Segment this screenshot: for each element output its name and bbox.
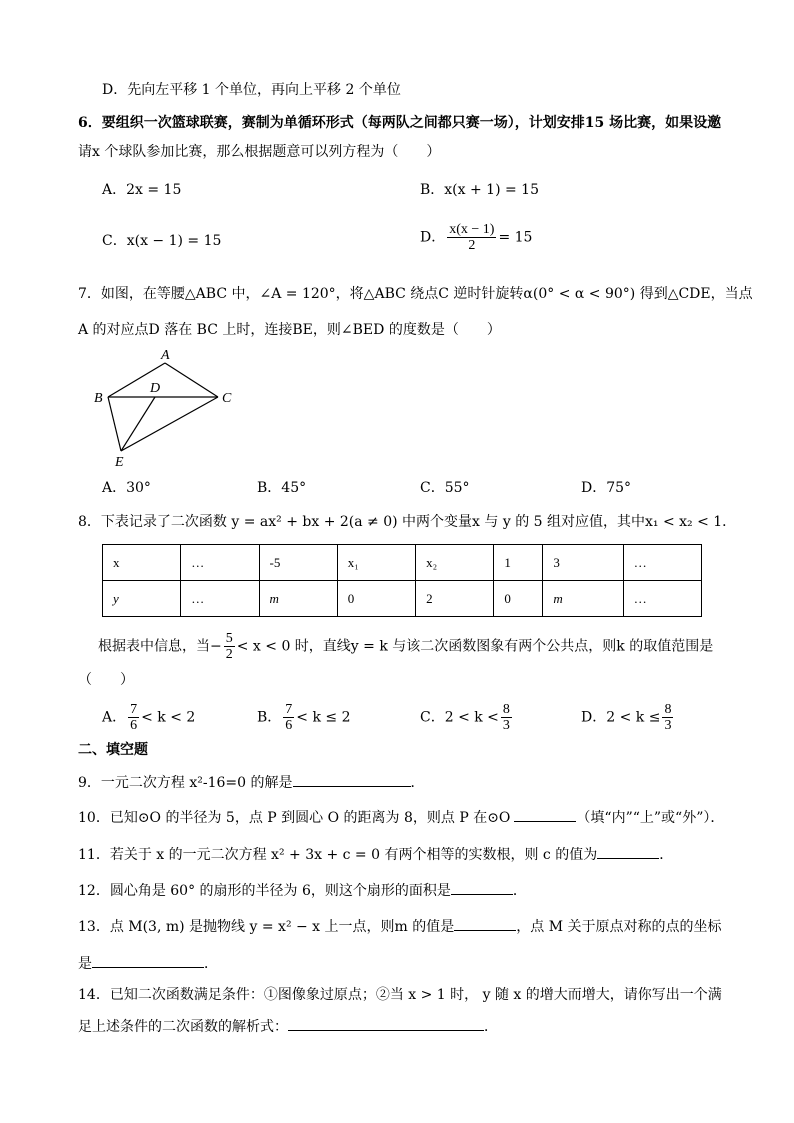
q8-condition-line bbox=[98, 631, 713, 662]
table-cell: y bbox=[103, 581, 181, 617]
q13-line1 bbox=[78, 916, 722, 937]
q8-option-b-denominator: 6 bbox=[285, 718, 293, 733]
q8-option-b bbox=[257, 702, 351, 733]
q13-tail: ． bbox=[204, 956, 218, 972]
q5-option-d: D．先向左平移 1 个单位，再向上平移 2 个单位 bbox=[102, 82, 401, 98]
table-cell: x₂ bbox=[416, 545, 494, 581]
table-cell: 3 bbox=[543, 545, 623, 581]
section-title-fill-in: 二、填空题 bbox=[78, 742, 148, 758]
q6-stem-line1: 6．要组织一次篮球联赛，赛制为单循环形式（每两队之间都只赛一场），计划安排15 场比赛，如果设邀 bbox=[78, 115, 722, 131]
q9-text: 9．一元二次方程 x²-16=0 的解是 bbox=[78, 775, 293, 791]
q7-option-a: A．30° bbox=[102, 480, 151, 496]
table-row-x bbox=[103, 545, 702, 581]
q11-answer-blank[interactable] bbox=[597, 844, 659, 859]
segment-ce bbox=[121, 397, 218, 451]
q13-mid: ，点 M 关于原点对称的点的坐标 bbox=[516, 919, 722, 935]
q8-option-c-numerator: 8 bbox=[502, 702, 510, 717]
table-cell: x bbox=[103, 545, 181, 581]
label-point-e: E bbox=[115, 455, 124, 470]
label-point-a: A bbox=[161, 348, 170, 363]
label-point-b: B bbox=[94, 391, 103, 406]
q12-answer-blank[interactable] bbox=[451, 880, 513, 895]
q11-text: 11．若关于 x 的一元二次方程 x² + 3x + c = 0 有两个相等的实数根，则 c 的值为 bbox=[78, 847, 598, 863]
table-cell: … bbox=[623, 581, 701, 617]
q11-tail: ． bbox=[659, 847, 674, 863]
q11 bbox=[78, 844, 673, 865]
q9 bbox=[78, 772, 425, 793]
segment-be bbox=[108, 397, 121, 451]
label-point-d: D bbox=[150, 381, 161, 396]
q8-option-d bbox=[581, 702, 675, 733]
segment-ac bbox=[165, 363, 218, 397]
q8-option-a-fraction bbox=[128, 702, 139, 733]
q8-option-c-denominator: 3 bbox=[502, 718, 510, 733]
table-cell: 1 bbox=[494, 545, 543, 581]
q10-answer-blank[interactable] bbox=[514, 807, 576, 822]
q8-option-d-denominator: 3 bbox=[664, 718, 672, 733]
q8-condition-prefix: 根据表中信息，当− bbox=[98, 638, 222, 655]
q6-option-d-rhs: = 15 bbox=[498, 229, 533, 246]
q8-option-a-numerator: 7 bbox=[130, 702, 138, 717]
q13-text: 13．点 M(3, m) 是抛物线 y = x² − x 上一点，则m 的值是 bbox=[78, 919, 455, 935]
q8-option-c bbox=[420, 702, 514, 733]
q9-tail: ． bbox=[410, 775, 425, 791]
q8-answer-parentheses: （ ） bbox=[78, 672, 134, 688]
q9-answer-blank[interactable] bbox=[293, 772, 411, 787]
table-cell: 0 bbox=[337, 581, 415, 617]
q12-tail: ． bbox=[512, 883, 527, 899]
q7-option-b: B．45° bbox=[257, 480, 307, 496]
q14-tail: ． bbox=[484, 1019, 498, 1035]
q6-option-d-denominator: 2 bbox=[468, 238, 476, 253]
q8-option-b-fraction bbox=[283, 702, 294, 733]
q8-option-c-fraction bbox=[501, 702, 512, 733]
q8-condition-fraction bbox=[224, 631, 235, 662]
q7-option-c: C．55° bbox=[420, 480, 470, 496]
segment-de bbox=[121, 397, 155, 451]
table-row-y bbox=[103, 581, 702, 617]
q14-answer-blank[interactable] bbox=[288, 1016, 484, 1031]
q8-option-a bbox=[102, 702, 195, 733]
table-cell: 0 bbox=[494, 581, 543, 617]
q13-line2-text: 是 bbox=[78, 956, 92, 972]
q8-option-a-rhs: < k < 2 bbox=[141, 709, 196, 726]
q8-option-b-numerator: 7 bbox=[285, 702, 293, 717]
q12-text: 12．圆心角是 60° 的扇形的半径为 6，则这个扇形的面积是 bbox=[78, 883, 451, 899]
q6-option-b: B．x(x + 1) = 15 bbox=[420, 182, 539, 198]
q13-answer-blank-m[interactable] bbox=[454, 916, 516, 931]
table-cell: … bbox=[181, 581, 259, 617]
table-cell: 2 bbox=[416, 581, 494, 617]
q13-answer-blank-coords[interactable] bbox=[92, 953, 204, 968]
q8-option-b-rhs: < k ≤ 2 bbox=[296, 709, 351, 726]
table-cell: -5 bbox=[259, 545, 337, 581]
q10 bbox=[78, 807, 724, 828]
q8-condition-numerator: 5 bbox=[225, 631, 233, 646]
q7-triangle-figure bbox=[88, 345, 248, 475]
q7-option-d: D．75° bbox=[581, 480, 632, 496]
q14-line2 bbox=[78, 1016, 498, 1037]
q6-option-d-fraction bbox=[447, 222, 496, 253]
table-cell: … bbox=[181, 545, 259, 581]
table-cell: m bbox=[543, 581, 623, 617]
q8-option-d-fraction bbox=[662, 702, 673, 733]
q14-line1: 14．已知二次函数满足条件：①图像象过原点；②当 x > 1 时， y 随 x 的增大而增大，请你写出一个满 bbox=[78, 987, 722, 1003]
q8-condition-suffix: < x < 0 时，直线y = k 与该二次函数图象有两个公共点，则k 的取值范围是 bbox=[236, 638, 714, 655]
q7-stem-line1: 7．如图，在等腰△ABC 中，∠A = 120°，将△ABC 绕点C 逆时针旋转α(0° < α < 90°) 得到△CDE，当点 bbox=[78, 286, 753, 302]
table-cell: x₁ bbox=[337, 545, 415, 581]
q8-option-c-prefix: C．2 < k < bbox=[420, 709, 499, 726]
q7-stem-line2: A 的对应点D 落在 BC 上时，连接BE，则∠BED 的度数是（ ） bbox=[78, 322, 501, 338]
q10-text: 10．已知⊙O 的半径为 5，点 P 到圆心 O 的距离为 8，则点 P 在⊙O bbox=[78, 810, 511, 826]
q12 bbox=[78, 880, 527, 901]
q8-option-d-prefix: D．2 < k ≤ bbox=[581, 709, 661, 726]
q8-option-a-denominator: 6 bbox=[130, 718, 138, 733]
table-cell: … bbox=[623, 545, 701, 581]
q6-option-c: C．x(x − 1) = 15 bbox=[102, 233, 222, 249]
label-point-c: C bbox=[222, 391, 232, 406]
q8-value-table bbox=[102, 544, 702, 617]
q6-option-d-numerator: x(x − 1) bbox=[449, 222, 495, 237]
q8-option-a-prefix: A． bbox=[102, 709, 127, 726]
q6-option-a: A．2x = 15 bbox=[102, 182, 182, 198]
q6-stem-line2: 请x 个球队参加比赛，那么根据题意可以列方程为（ ） bbox=[78, 144, 441, 160]
table-cell: m bbox=[259, 581, 337, 617]
q14-line2-text: 足上述条件的二次函数的解析式： bbox=[78, 1019, 288, 1035]
q8-condition-denominator: 2 bbox=[225, 647, 233, 662]
q6-option-d-prefix: D． bbox=[420, 229, 446, 246]
q8-option-b-prefix: B． bbox=[257, 709, 282, 726]
q8-option-d-numerator: 8 bbox=[664, 702, 672, 717]
q13-line2 bbox=[78, 953, 218, 974]
q10-tail: （填“内”“上”或“外”）． bbox=[576, 810, 725, 826]
q6-option-d bbox=[420, 222, 532, 253]
q8-stem-line1: 8．下表记录了二次函数 y = ax² + bx + 2(a ≠ 0) 中两个变量x 与 y 的 5 组对应值，其中x₁ < x₂ < 1． bbox=[78, 514, 737, 530]
